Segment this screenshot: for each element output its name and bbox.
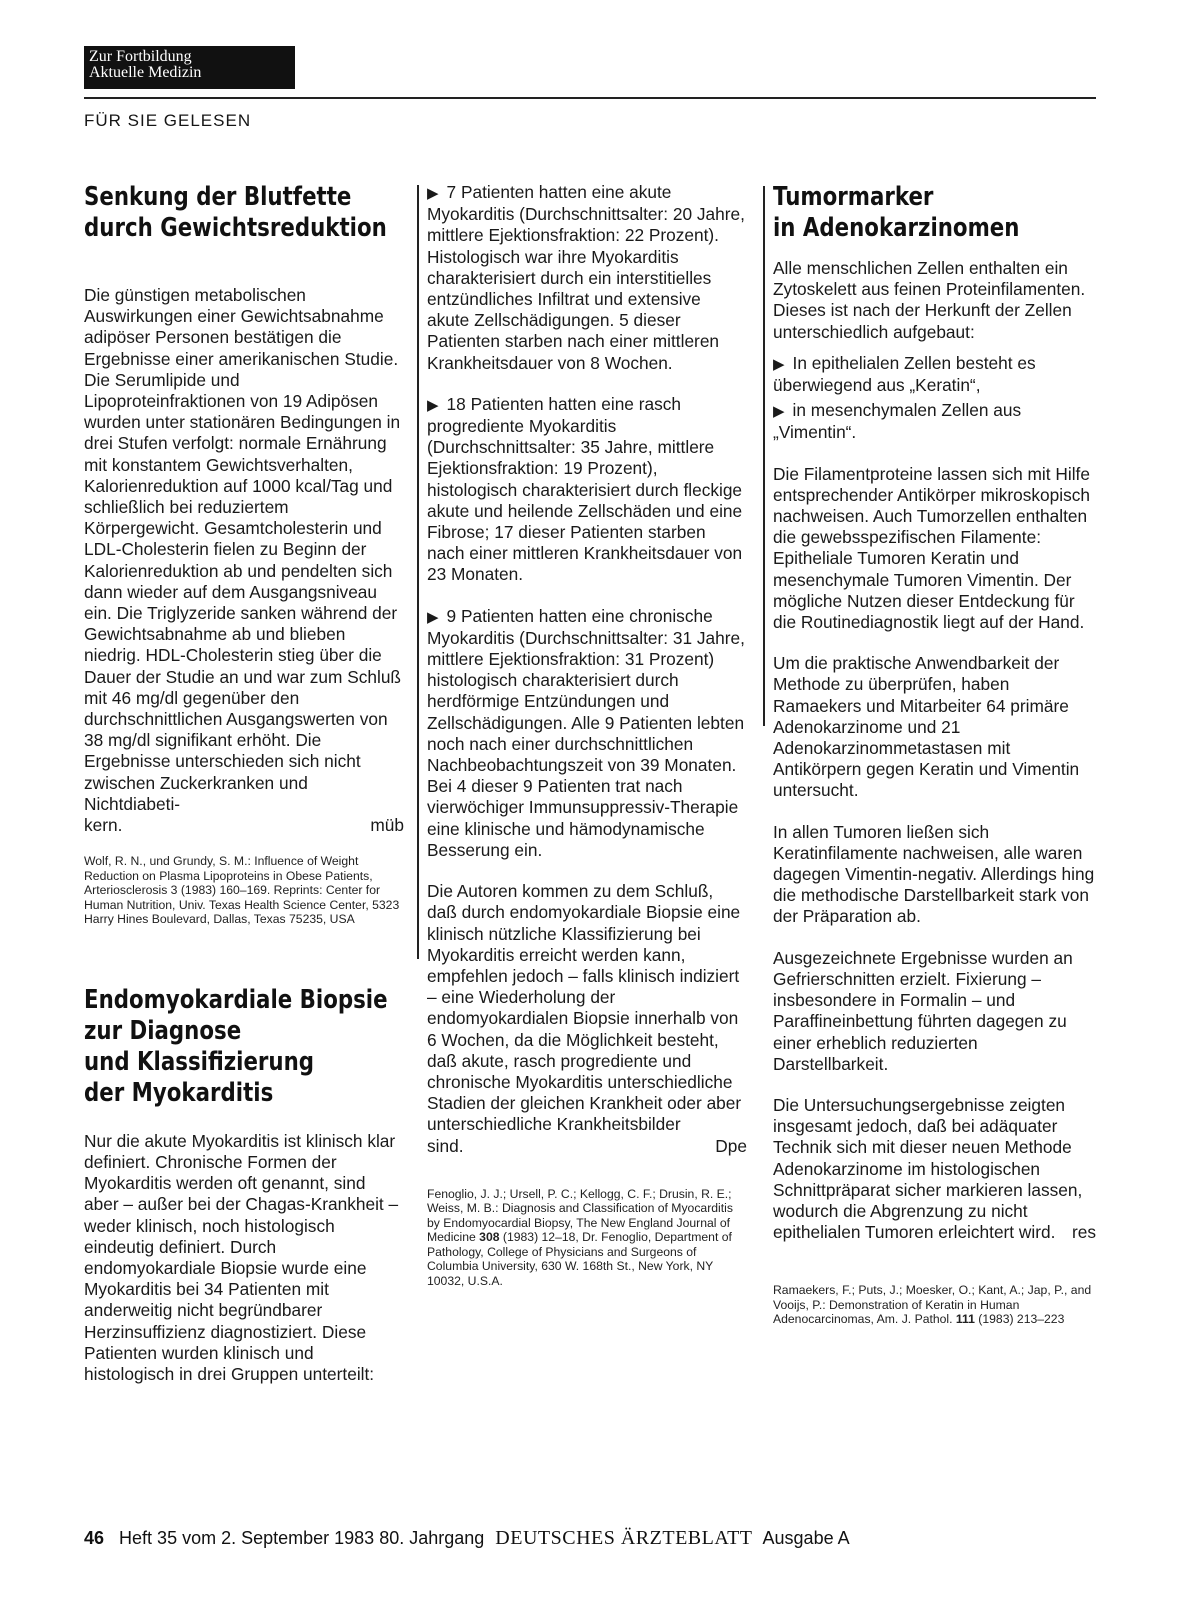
column-2 <box>427 182 747 1288</box>
edition: Ausgabe A <box>762 1528 850 1548</box>
bullet-chronic: ▶ 9 Patienten hatten eine chronische Myokarditis (Durchschnittsalter: 31 Jahre, mittlere Ejektionsfraktion: 31 Prozent) histologisch charakterisiert durch herdförmige Entzündungen und Zellschädigungen. Alle 9 Patienten lebten noch nach einer durchschnittlichen Nachbeobachtungszeit von 39 Monaten. Bei 4 dieser 9 Patienten trat nach vierwöchiger Immunsuppressiv-Therapie eine klinische und hämodynamische Besserung ein. <box>427 605 745 860</box>
article1-title: Senkung der Blutfette durch Gewichtsreduktion <box>84 182 387 243</box>
article3-title: Tumormarker in Adenokarzinomen <box>773 182 1020 243</box>
article2-signature: Dpe <box>715 1135 747 1156</box>
page-footer <box>84 1527 850 1550</box>
article3-paragraph-2: Die Filamentproteine lassen sich mit Hilfe entsprechender Antikörper mikroskopisch nachweisen. Auch Tumorzellen enthalten die gewebsspezifischen Filamente: Epitheliale Tumoren Keratin und mesenchymale Tumoren Vimentin. Der mögliche Nutzen dieser Entdeckung für die Routinediagnostik liegt auf der Hand. <box>773 463 1090 633</box>
arrow-icon: ▶ <box>773 355 785 373</box>
header-rule <box>84 97 1096 99</box>
article3-paragraph-4: In allen Tumoren ließen sich Keratinfilamente nachweisen, alle waren dagegen Vimentin-negativ. Allerdings hing die methodische Darstellbarkeit stark von der Präparation ab. <box>773 821 1095 927</box>
article1-text: Die günstigen metabolischen Auswirkungen einer Gewichtsabnahme adipöser Personen bestätigen die Ergebnisse einer amerikanischen Studie. Die Serumlipide und Lipoproteinfraktionen von 19 Adipösen wurden unter stationären Bedingungen in drei Stufen verfolgt: normale Ernährung mit konstantem Gewichtsverhalten, Kalorienreduktion auf 1000 kcal/Tag und schließlich bei reduziertem Körpergewicht. Gesamtcholesterin und LDL-Cholesterin fielen zu Beginn der Kalorienreduktion ab und pendelten sich dann wieder auf dem Ausgangsniveau ein. Die Triglyzeride sanken während der Gewichtsabnahme ab und blieben niedrig. HDL-Cholesterin stieg über die Dauer der Studie an und war zum Schluß mit 46 mg/dl gegenüber den durchschnittlichen Ausgangswerten von 38 mg/dl signifikant erhöht. Die Ergebnisse unterschieden sich nicht zwischen Zuckerkranken und Nichtdiabeti- <box>84 285 401 814</box>
rubric-badge <box>84 46 295 89</box>
article3-paragraph-5: Ausgezeichnete Ergebnisse wurden an Gefrierschnitten erzielt. Fixierung – insbesondere in Formalin – und Paraffineinbettung führten dagegen zu einer erheblich reduzierten Darstellbarkeit. <box>773 947 1073 1074</box>
article2-reference: Fenoglio, J. J.; Ursell, P. C.; Kellogg, C. F.; Drusin, R. E.; Weiss, M. B.: Diagnosis and Classification of Myocarditis by Endomyocardial Biopsy, The New England Journal of Medicine 308 (1983) 12–18, Dr. Fenoglio, Department of Pathology, College of Physicians and Surgeons of Columbia University, 630 W. 168th St., New York, NY 10032, U.S.A. <box>427 1186 733 1288</box>
article3-paragraph-6: Die Untersuchungsergebnisse zeigten insgesamt jedoch, daß bei adäquater Technik sich mit dieser neuen Methode Adenokarzinome im histologischen Schnittpräparat sicher markieren lassen, wodurch die Abgrenzung zu nicht epithelialen Tumoren erleichtert wird. res <box>773 1094 1096 1243</box>
article1-body <box>84 285 404 836</box>
rubric-line-2: Aktuelle Medizin <box>89 64 202 81</box>
journal-name: DEUTSCHES ÄRZTEBLATT <box>495 1527 753 1549</box>
article2-intro: Nur die akute Myokarditis ist klinisch klar definiert. Chronische Formen der Myokarditis werden oft genannt, sind aber – außer bei der Chagas-Krankheit – weder klinisch, noch histologisch eindeutig definiert. Durch endomyokardiale Biopsie wurde eine Myokarditis bei 34 Patienten mit anderweitig nicht begründbarer Herzinsuffizienz diagnostiziert. Diese Patienten wurden klinisch und histologisch in drei Gruppen unterteilt: <box>84 1130 399 1385</box>
column-divider-1 <box>417 185 419 959</box>
article2-conclusion: Die Autoren kommen zu dem Schluß, daß durch endomyokardiale Biopsie eine klinisch nützliche Klassifizierung bei Myokarditis erreicht werden kann, empfehlen jedoch – falls klinisch indiziert – eine Wiederholung der endomyokardialen Biopsie innerhalb von 6 Wochen, da die Möglichkeit besteht, daß akute, rasch progrediente und chronische Myokarditis unterschiedliche Stadien der gleichen Krankheit oder aber unterschiedliche Krankheitsbilder <box>427 881 742 1135</box>
article3-paragraph-3: Um die praktische Anwendbarkeit der Methode zu überprüfen, haben Ramaekers und Mitarbeiter 64 primäre Adenokarzinome und 21 Adenokarzinommetastasen mit Antikörpern gegen Keratin und Vimentin untersucht. <box>773 653 1080 801</box>
arrow-icon: ▶ <box>427 608 439 626</box>
section-label: FÜR SIE GELESEN <box>84 111 252 130</box>
column-3 <box>773 182 1096 1327</box>
bullet-keratin: ▶ In epithelialen Zellen besteht es überwiegend aus „Keratin“, <box>773 352 1036 396</box>
article1-last-word: kern. <box>84 815 123 836</box>
article2-title: Endomyokardiale Biopsie zur Diagnose und Klassifizierung der Myokarditis <box>84 984 388 1108</box>
column-1 <box>84 182 404 1385</box>
arrow-icon: ▶ <box>427 396 439 414</box>
arrow-icon: ▶ <box>773 403 785 421</box>
rubric-line-1: Zur Fortbildung <box>89 48 192 65</box>
page-number: 46 <box>84 1528 105 1548</box>
bullet-vimentin: ▶ in mesenchymalen Zellen aus „Vimentin“. <box>773 400 1022 443</box>
column-divider-2 <box>763 186 765 726</box>
article3-signature: res <box>1071 1222 1096 1243</box>
article3-intro: Alle menschlichen Zellen enthalten ein Zytoskelett aus feinen Proteinfilamenten. Dieses ist nach der Herkunft der Zellen unterschiedlich aufgebaut: <box>773 258 1086 342</box>
bullet-acute: ▶ 7 Patienten hatten eine akute Myokarditis (Durchschnittsalter: 20 Jahre, mittlere Ejektionsfraktion: 22 Prozent). Histologisch war ihre Myokarditis charakterisiert durch ein interstitielles entzündliches Infiltrat und extensive akute Zellschädigungen. 5 dieser Patienten starben nach einer mittleren Krankheitsdauer von 8 Wochen. <box>427 182 745 373</box>
article1-signature: müb <box>370 815 404 836</box>
article3-reference: Ramaekers, F.; Puts, J.; Moesker, O.; Kant, A.; Jap, P., and Vooijs, P.: Demonstration of Keratin in Human Adenocarcinomas, Am. J. Pathol. 111 (1983) 213–223 <box>773 1283 1092 1327</box>
issue-info: Heft 35 vom 2. September 1983 80. Jahrgang <box>119 1528 485 1548</box>
article1-reference: Wolf, R. N., und Grundy, S. M.: Influence of Weight Reduction on Plasma Lipoproteins in Obese Patients, Arteriosclerosis 3 (1983) 160–169. Reprints: Center for Human Nutrition, Univ. Texas Health Science Center, 5323 Harry Hines Boulevard, Dallas, Texas 75235, USA <box>84 854 400 927</box>
bullet-progressive: ▶ 18 Patienten hatten eine rasch progrediente Myokarditis (Durchschnittsalter: 35 Jahre, mittlere Ejektionsfraktion: 19 Prozent), histologisch charakterisiert durch fleckige akute und heilende Zellschäden und eine Fibrose; 17 dieser Patienten starben nach einer mittleren Krankheitsdauer von 23 Monaten. <box>427 393 743 585</box>
article2-last-word: sind. <box>427 1135 464 1156</box>
arrow-icon: ▶ <box>427 185 439 202</box>
